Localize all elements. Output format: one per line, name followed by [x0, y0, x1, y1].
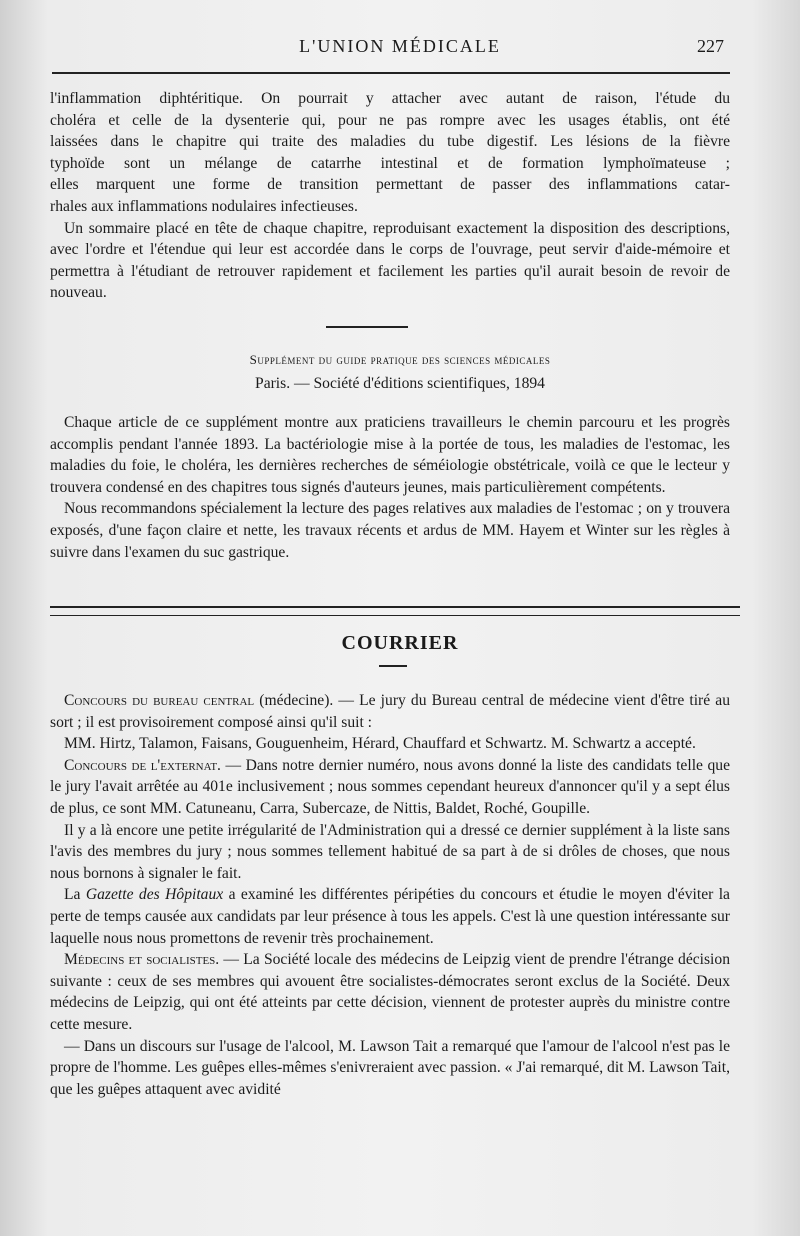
gazette-pre: La [64, 886, 86, 904]
concours-externat-text: — Dans notre dernier numéro, nous avons donné la liste des candidats telle que le jury l'avait arrêtée au 401e inclusivement ; nous sommes cependant heureux d'annoncer qu'il y a sept élus de plus, ce sont MM. Catuneanu, Carra, Subercaze, de Nittis, Baldet, Roché, Goupille. [50, 756, 730, 817]
irregularite-paragraph: Il y a là encore une petite irrégularité de l'Administration qui a dressé ce dernier supplément à la liste sans l'avis des membres du jury ; nous sommes tellement habitué de sa part à de si drôles de choses, que nous nous bornons à signaler le fait. [50, 821, 730, 882]
concours-bureau-heading: Concours du bureau central [64, 692, 255, 709]
intro-line-1: l'inflammation diphtéritique. On pourrait y attacher avec autant de raison, l'étude du [50, 90, 730, 107]
intro-section [50, 88, 730, 304]
intro-line-5: elles marquent une forme de transition permettant de passer des inflammations catar- [50, 176, 730, 194]
alcool-paragraph: — Dans un discours sur l'usage de l'alcool, M. Lawson Tait a remarqué que l'amour de l'alcool n'est pas le propre de l'homme. Les guêpes elles-mêmes s'enivreraient avec passion. « J'ai remarqué, dit M. Lawson Tait, que les guêpes attaquent avec avidité [50, 1037, 730, 1098]
running-title: L'UNION MÉDICALE [299, 36, 501, 56]
intro-line-4: typhoïde sont un mélange de catarrhe intestinal et de formation lymphoïmateuse ; [50, 154, 730, 172]
supplement-publisher: Paris. — Société d'éditions scientifiques, 1894 [255, 375, 545, 392]
concours-externat-paragraph [50, 755, 730, 820]
gazette-title: Gazette des Hôpitaux [85, 886, 224, 904]
section-divider [326, 326, 408, 328]
double-rule [50, 606, 740, 616]
gazette-text: a examiné les différentes péripéties du concours et étudie le moyen d'éviter la perte de temps causée aux candidats par leur présence à tous les appels. C'est là une question intéressante sur laquelle nous nous promettons de revenir très prochainement. [50, 886, 730, 947]
supplement-review [50, 412, 730, 563]
gazette-paragraph [50, 884, 730, 949]
header-rule [52, 72, 730, 74]
page-number: 227 [697, 36, 724, 56]
intro-line-6: rhales aux inflammations nodulaires infectieuses. [50, 197, 358, 215]
supplement-title: Supplément du guide pratique des sciences médicales [249, 352, 551, 367]
medecins-socialistes-text: — La Société locale des médecins de Leipzig vient de prendre l'étrange décision suivante : ceux de ses membres qui avouent être socialistes-démocrates seront exclus de la Société. Deux médecins de Leipzig, qui ont été atteints par cette décision, viennent de protester auprès du ministre contre cette mesure. [50, 951, 730, 1033]
concours-bureau-text: (médecine). — Le jury du Bureau central de médecine vient d'être tiré au sort ; il est provisoirement composé ainsi qu'il suit : [50, 692, 731, 731]
intro-line-2: choléra et celle de la dysenterie qui, pour ne pas rompre avec les usages établis, ont été [50, 111, 730, 129]
intro-paragraph-2: Un sommaire placé en tête de chaque chapitre, reproduisant exactement la disposition des descriptions, avec l'ordre et l'étendue qui leur est accordée dans le corps de l'ouvrage, peut servir d'aide-mémoire et permettra à l'étudiant de retrouver rapidement et facilement les parties qu'il aurait besoin de revoir de nouveau. [50, 219, 730, 302]
medecins-socialistes-heading: Médecins et socialistes. [64, 951, 220, 969]
supplement-paragraph-2: Nous recommandons spécialement la lecture des pages relatives aux maladies de l'estomac ; on y trouvera exposés, d'une façon claire et nette, les travaux récents et ardus de MM. Hayem et Winter sur les règles à suivre dans l'examen du suc gastrique. [50, 500, 730, 561]
courrier-section [50, 690, 730, 1100]
concours-bureau-paragraph [50, 690, 730, 733]
jury-members: MM. Hirtz, Talamon, Faisans, Gouguenheim, Hérard, Chauffard et Schwartz. M. Schwartz a accepté. [64, 735, 696, 753]
medecins-socialistes-paragraph [50, 949, 730, 1035]
courrier-title: COURRIER [341, 632, 459, 654]
supplement-paragraph-1: Chaque article de ce supplément montre aux praticiens travailleurs le chemin parcouru et les progrès accomplis pendant l'année 1893. La bactériologie mise à la portée de tous, les maladies de l'estomac, les maladies du foie, le choléra, les dernières recherches de séméiologie obstétricale, voilà ce que le lecteur y trouvera condensé en des chapitres tous signés d'auteurs jeunes, mais particulièrement compétents. [50, 414, 730, 496]
page-header [0, 36, 800, 66]
intro-line-3: laissées dans le chapitre qui traite des maladies du tube digestif. Les lésions de la fièvre [50, 133, 730, 151]
title-dash [379, 665, 407, 667]
concours-externat-heading: Concours de l'externat. [64, 756, 221, 774]
